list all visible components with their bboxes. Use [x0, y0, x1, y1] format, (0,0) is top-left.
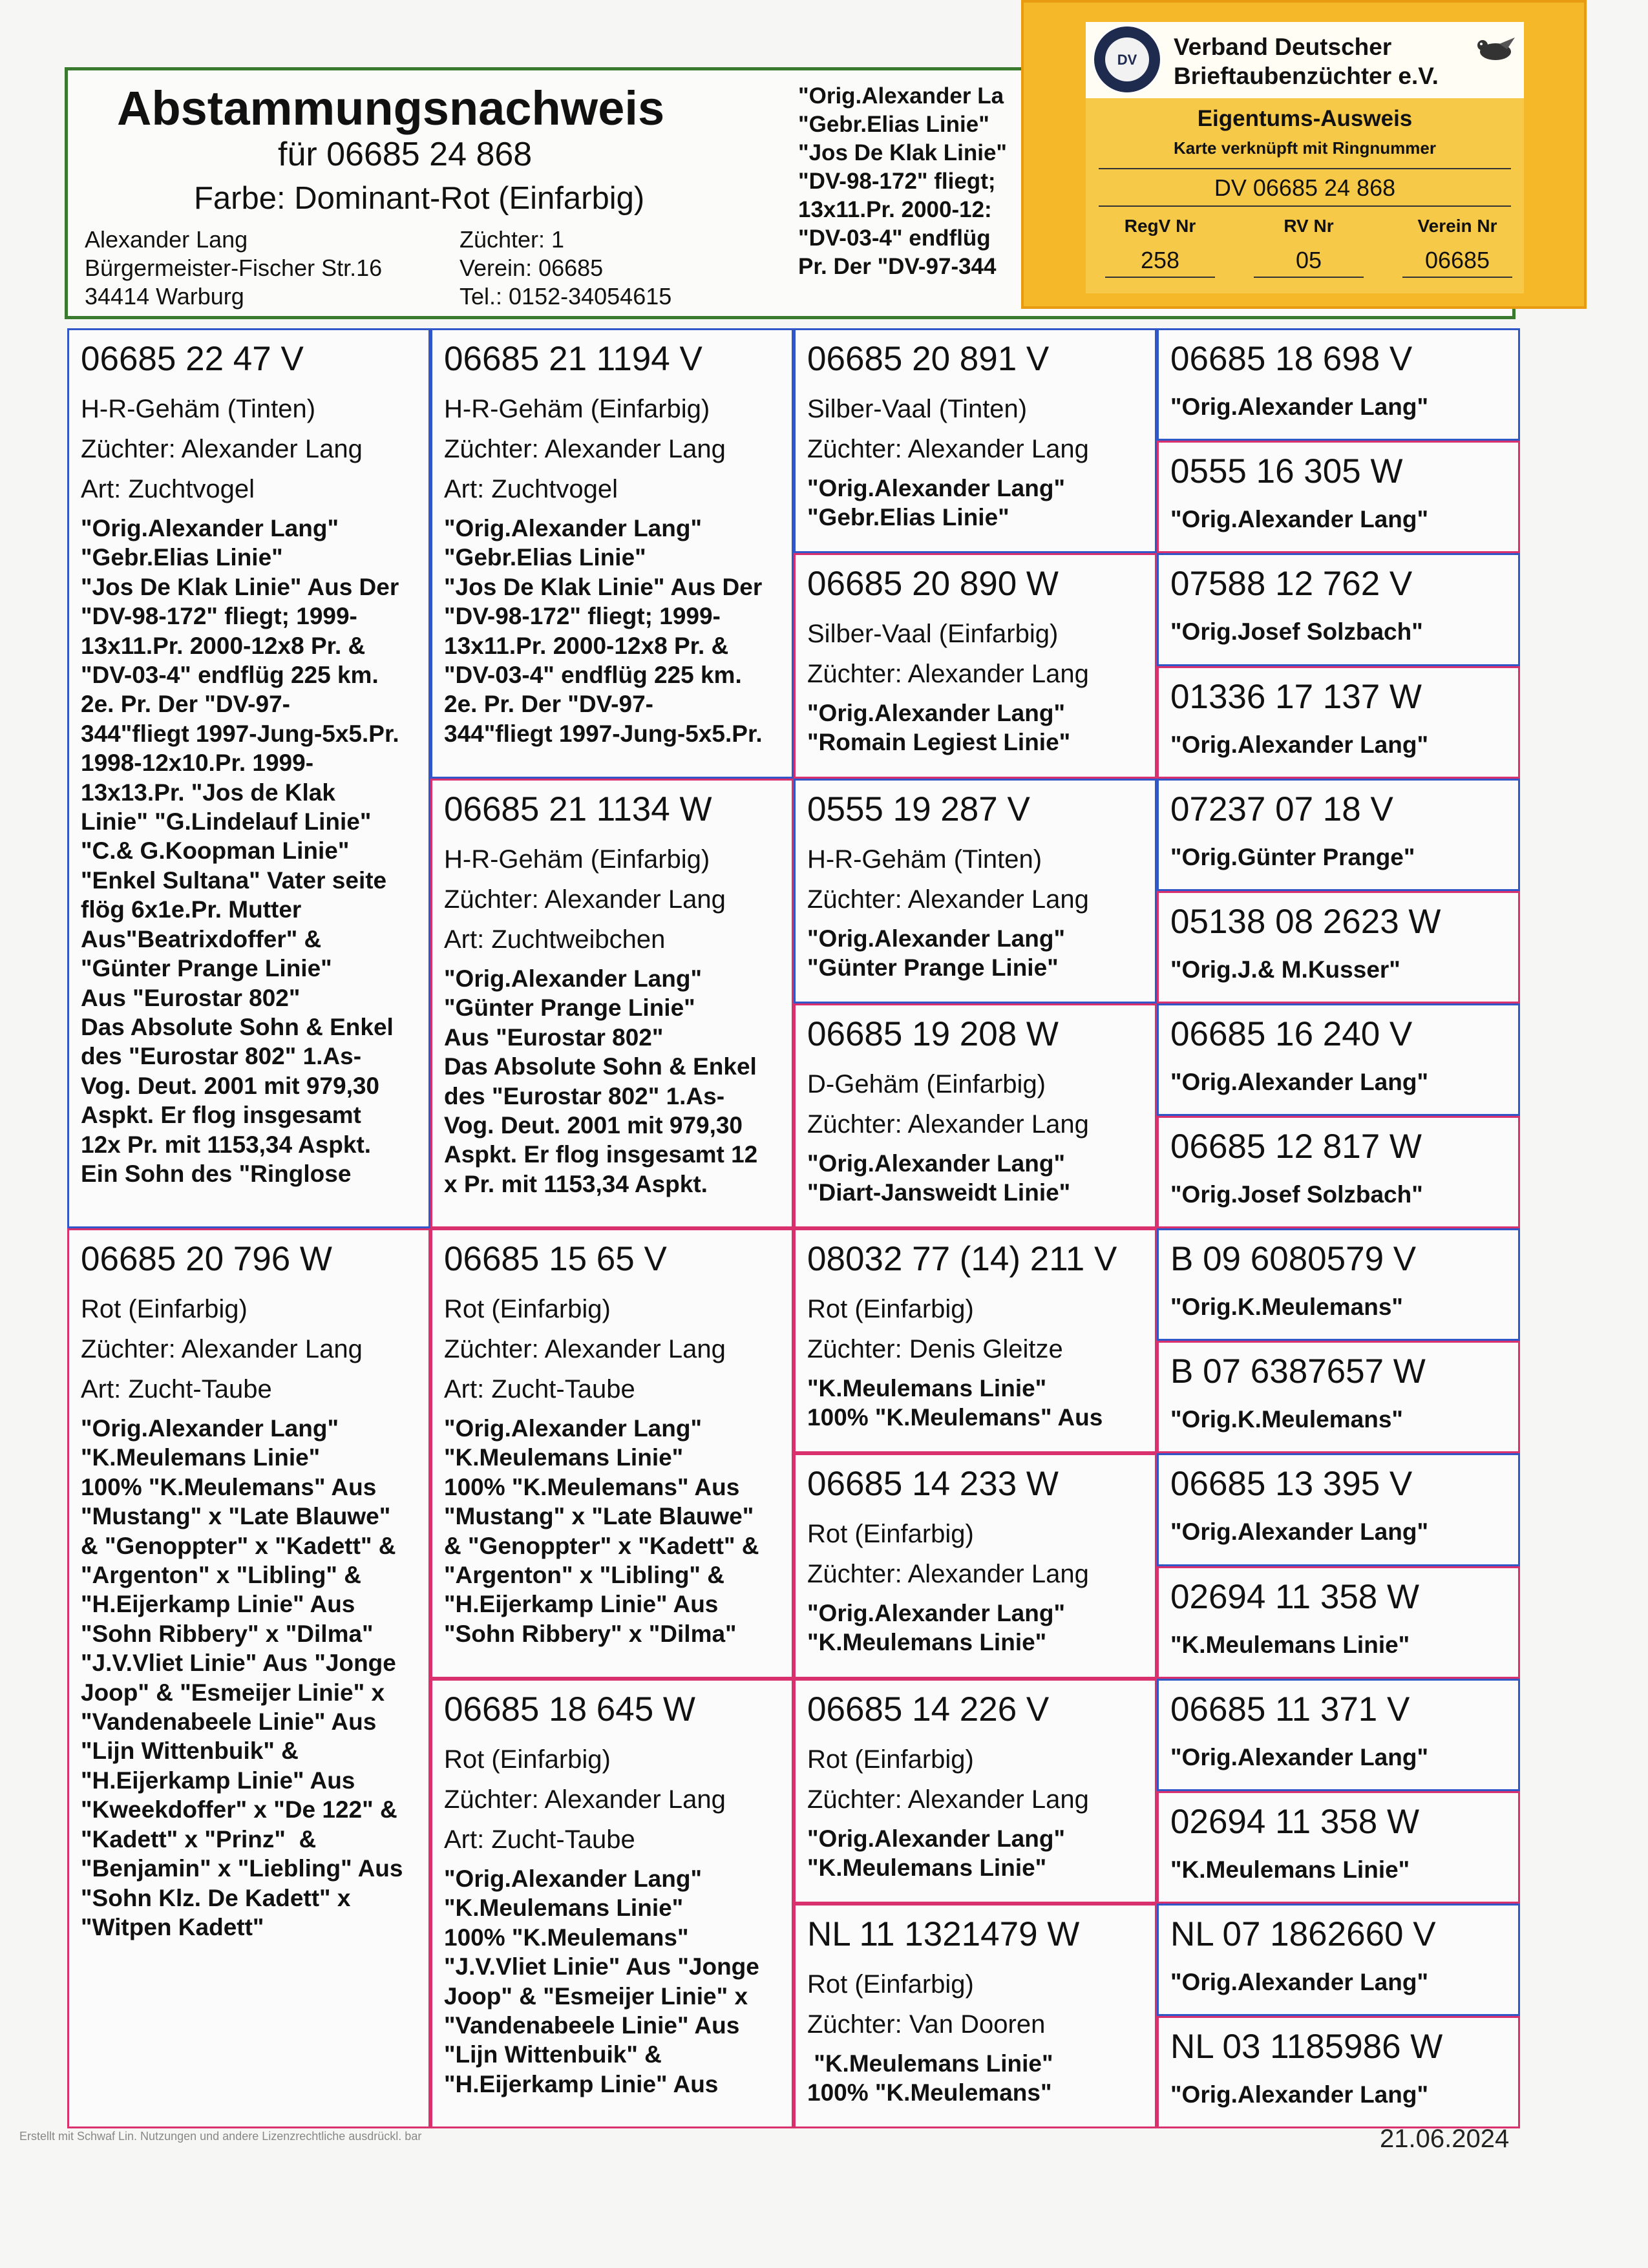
bird-description: "Orig.Josef Solzbach"	[1170, 1181, 1423, 1208]
ring-number: 06685 15 65 V	[444, 1240, 667, 1278]
ring-number: 06685 13 395 V	[1170, 1465, 1413, 1503]
card-ring-number: DV 06685 24 868	[1214, 174, 1396, 201]
bird-description: "Orig.Alexander Lang" "Günter Prange Linie"	[807, 925, 1065, 982]
pedigree-g3-7	[794, 1679, 1157, 1904]
pedigree-g3-8	[794, 1904, 1157, 2128]
bird-description: "Orig.Alexander Lang"	[1170, 1069, 1428, 1095]
bird-color: Rot (Einfarbig)	[807, 1970, 974, 1999]
ring-number: 06685 20 796 W	[81, 1240, 332, 1278]
bird-color: Rot (Einfarbig)	[444, 1295, 611, 1323]
pedigree-grandmother-maternal	[430, 1679, 794, 2128]
bird-breeder: Züchter: Alexander Lang	[444, 1335, 726, 1363]
bird-description: "Orig.Alexander Lang"	[1170, 1969, 1428, 1995]
bird-description: "Orig.Alexander Lang" "K.Meulemans Linie" 100% "K.Meulemans" "J.V.Vliet Linie" Aus "Jonge Joop" & "Esmeijer Linie" x "Vandenabeele Linie" Aus "Lijn Wittenbuik" & "H.Eijerkamp Linie" Aus	[444, 1865, 759, 2097]
ring-number: 07237 07 18 V	[1170, 790, 1393, 828]
pedigree-g4-6	[1157, 891, 1520, 1003]
bird-breeder: Züchter: Alexander Lang	[444, 885, 726, 914]
bird-description: "Orig.Alexander Lang" "K.Meulemans Linie"	[807, 1600, 1065, 1656]
ring-number: 06685 12 817 W	[1170, 1128, 1422, 1166]
bird-breeder: Züchter: Alexander Lang	[807, 660, 1089, 688]
bird-breeder: Züchter: Alexander Lang	[81, 435, 363, 463]
ring-number: 0555 16 305 W	[1170, 452, 1403, 490]
bird-description: "Orig.Alexander Lang"	[1170, 506, 1428, 532]
ownership-title: Eigentums-Ausweis	[1197, 106, 1413, 131]
bird-description: "K.Meulemans Linie"	[1170, 1632, 1410, 1658]
ring-number: 06685 20 890 W	[807, 565, 1059, 603]
pigeon-icon	[1474, 35, 1516, 63]
ring-number: 06685 18 645 W	[444, 1690, 695, 1728]
ring-number: NL 11 1321479 W	[807, 1915, 1080, 1953]
bird-color: Rot (Einfarbig)	[444, 1745, 611, 1774]
ring-number: 05138 08 2623 W	[1170, 903, 1441, 941]
pedigree-father	[67, 328, 430, 1228]
ring-number: 06685 21 1194 V	[444, 340, 703, 378]
verein-value: 06685	[1402, 247, 1512, 278]
regv-label: RegV Nr	[1124, 216, 1196, 236]
pedigree-mother	[67, 1228, 430, 2128]
pedigree-g4-7	[1157, 1003, 1520, 1116]
ring-number: 06685 22 47 V	[81, 340, 304, 378]
breeder-number: Züchter: 1	[460, 226, 565, 253]
breeder-info	[460, 226, 671, 311]
rv-value: 05	[1254, 247, 1364, 278]
ring-number: 08032 77 (14) 211 V	[807, 1240, 1117, 1278]
bird-breeder: Züchter: Van Dooren	[807, 2010, 1046, 2039]
bird-breeder: Züchter: Alexander Lang	[807, 1110, 1089, 1139]
bird-color: H-R-Gehäm (Tinten)	[81, 395, 316, 423]
ring-number: B 07 6387657 W	[1170, 1352, 1426, 1391]
owner-street: Bürgermeister-Fischer Str.16	[85, 255, 383, 281]
pedigree-g3-5	[794, 1228, 1157, 1453]
bird-breeder: Züchter: Alexander Lang	[807, 435, 1089, 463]
pedigree-g3-2	[794, 553, 1157, 779]
bird-description: "Orig.Alexander Lang"	[1170, 2081, 1428, 2108]
bird-description: "Orig.Alexander Lang" "Gebr.Elias Linie" "Jos De Klak Linie" Aus Der "DV-98-172" fliegt; 1999- 13x11.Pr. 2000-12x8 Pr. & "DV-03-4" endflüg 225 km. 2e. Pr. Der "DV-97- 344"fliegt 1997-Jung-5x5.Pr. 1998-12x10.Pr. 1999- 13x13.Pr. "Jos de Klak Linie" "G.Lindelauf Linie" "C.& G.Koopman Linie" "Enkel Sultana" Vater seite flög 6x1e.Pr. Mutter Aus"Beatrixdoffer" & "Günter Prange Linie" Aus "Eurostar 802" Das Absolute Sohn & Enkel des "Eurostar 802" 1.As- Vog. Deut. 2001 mit 979,30 Aspkt. Er flog insgesamt 12x Pr. mit 1153,34 Aspkt. Ein Sohn des "Ringlose	[81, 515, 399, 1187]
ring-number: 06685 20 891 V	[807, 340, 1050, 378]
bird-breeder: Züchter: Alexander Lang	[444, 1785, 726, 1814]
ring-number: 07588 12 762 V	[1170, 565, 1413, 603]
verein-label: Verein Nr	[1417, 216, 1497, 236]
pedigree-g4-10	[1157, 1341, 1520, 1453]
pedigree-g4-14	[1157, 1791, 1520, 1904]
bird-description: "Orig.Alexander Lang" "Gebr.Elias Linie" "Jos De Klak Linie" Aus Der "DV-98-172" fliegt; 1999- 13x11.Pr. 2000-12x8 Pr. & "DV-03-4" endflüg 225 km. 2e. Pr. Der "DV-97- 344"fliegt 1997-Jung-5x5.Pr.	[444, 515, 763, 747]
pedigree-g4-11	[1157, 1453, 1520, 1566]
ownership-subtitle: Karte verknüpft mit Ringnummer	[1174, 138, 1436, 158]
regv-value: 258	[1105, 247, 1215, 278]
bird-description: "Orig.Alexander Lang" "K.Meulemans Linie"	[807, 1825, 1065, 1882]
bird-breeder: Züchter: Denis Gleitze	[807, 1335, 1063, 1363]
bird-color: H-R-Gehäm (Tinten)	[807, 845, 1042, 874]
ring-number: 06685 18 698 V	[1170, 340, 1413, 378]
page-title: Abstammungsnachweis	[117, 81, 665, 135]
ring-number: 01336 17 137 W	[1170, 678, 1422, 716]
club-name: Verband Deutscher Brieftaubenzüchter e.V.	[1174, 34, 1439, 89]
pedigree-g4-13	[1157, 1679, 1520, 1791]
pedigree-g4-3	[1157, 553, 1520, 666]
bird-description: "Orig.Alexander Lang" "Romain Legiest Linie"	[807, 700, 1071, 756]
bird-description: "Orig.J.& M.Kusser"	[1170, 956, 1400, 983]
bird-description: "Orig.Alexander Lang" "K.Meulemans Linie" 100% "K.Meulemans" Aus "Mustang" x "Late Blauwe" & "Genoppter" x "Kadett" & "Argenton" x "Libling" & "H.Eijerkamp Linie" Aus "Sohn Ribbery" x "Dilma"	[444, 1415, 759, 1647]
pedigree-g3-4	[794, 1003, 1157, 1228]
bird-color: H-R-Gehäm (Einfarbig)	[444, 845, 710, 874]
bird-description: "Orig.K.Meulemans"	[1170, 1294, 1403, 1320]
bird-type: Art: Zuchtweibchen	[444, 925, 666, 954]
bird-type: Art: Zuchtvogel	[444, 475, 618, 503]
bird-description: "K.Meulemans Linie"	[1170, 1856, 1410, 1883]
pedigree-g3-1	[794, 328, 1157, 553]
bird-description: "Orig.Alexander Lang"	[1170, 1744, 1428, 1770]
ring-number: 06685 14 233 W	[807, 1465, 1059, 1503]
bird-description: "Orig.Alexander Lang" "Günter Prange Linie" Aus "Eurostar 802" Das Absolute Sohn & Enkel des "Eurostar 802" 1.As- Vog. Deut. 2001 mit 979,30 Aspkt. Er flog insgesamt 12 x Pr. mit 1153,34 Aspkt.	[444, 965, 758, 1197]
bird-color: Rot (Einfarbig)	[81, 1295, 248, 1323]
bird-color: Rot (Einfarbig)	[807, 1520, 974, 1548]
bird-description: "Orig.Alexander Lang"	[1170, 1518, 1428, 1545]
header-lineage-note: "Orig.Alexander La "Gebr.Elias Linie" "Jos De Klak Linie" "DV-98-172" fliegt; 13x11.Pr. 2000-12: "DV-03-4" endflüg Pr. Der "DV-97-344	[798, 83, 1008, 279]
owner-name: Alexander Lang	[85, 226, 248, 253]
pedigree-g4-15	[1157, 1904, 1520, 2016]
footer-note: Erstellt mit Schwaf Lin. Nutzungen und andere Lizenzrechtliche ausdrückl. bar	[19, 2130, 422, 2143]
bird-description: "Orig.Alexander Lang" "K.Meulemans Linie" 100% "K.Meulemans" Aus "Mustang" x "Late Blauwe" & "Genoppter" x "Kadett" & "Argenton" x "Libling" & "H.Eijerkamp Linie" Aus "Sohn Ribbery" x "Dilma" "J.V.Vliet Linie" Aus "Jonge Joop" & "Esmeijer Linie" x "Vandenabeele Linie" Aus "Lijn Wittenbuik" & "H.Eijerkamp Linie" Aus "Kweekdoffer" x "De 122" & "Kadett" x "Prinz" & "Benjamin" x "Liebling" Aus "Sohn Klz. De Kadett" x "Witpen Kadett"	[81, 1415, 403, 1940]
owner-address	[85, 226, 382, 311]
phone-number: Tel.: 0152-34054615	[460, 283, 672, 310]
bird-type: Art: Zucht-Taube	[444, 1825, 635, 1854]
ownership-card-inner	[1086, 22, 1524, 293]
pedigree-g3-3	[794, 779, 1157, 1003]
bird-description: "Orig.Alexander Lang"	[1170, 731, 1428, 758]
ring-number: NL 07 1862660 V	[1170, 1915, 1436, 1953]
bird-breeder: Züchter: Alexander Lang	[807, 885, 1089, 914]
bird-breeder: Züchter: Alexander Lang	[81, 1335, 363, 1363]
ring-number: 0555 19 287 V	[807, 790, 1030, 828]
ownership-card	[1021, 0, 1587, 309]
pedigree-g4-2	[1157, 441, 1520, 553]
bird-type: Art: Zucht-Taube	[81, 1375, 272, 1403]
ring-number: 02694 11 358 W	[1170, 1803, 1420, 1841]
bird-description: "Orig.K.Meulemans"	[1170, 1406, 1403, 1433]
ring-number: B 09 6080579 V	[1170, 1240, 1417, 1278]
pedigree-g4-12	[1157, 1566, 1520, 1679]
pedigree-grandfather-paternal	[430, 328, 794, 779]
pedigree-grandfather-maternal	[430, 1228, 794, 1679]
bird-type: Art: Zuchtvogel	[81, 475, 255, 503]
subject-color: Farbe: Dominant-Rot (Einfarbig)	[194, 181, 645, 216]
bird-color: D-Gehäm (Einfarbig)	[807, 1070, 1046, 1098]
owner-city: 34414 Warburg	[85, 283, 244, 310]
bird-color: Silber-Vaal (Einfarbig)	[807, 620, 1059, 648]
bird-type: Art: Zucht-Taube	[444, 1375, 635, 1403]
ring-number: 06685 11 371 V	[1170, 1690, 1410, 1728]
bird-breeder: Züchter: Alexander Lang	[807, 1785, 1089, 1814]
club-number: Verein: 06685	[460, 255, 604, 281]
ring-number: 06685 14 226 V	[807, 1690, 1050, 1728]
pedigree-g4-1	[1157, 328, 1520, 441]
ring-number: NL 03 1185986 W	[1170, 2028, 1443, 2066]
club-banner	[1086, 22, 1524, 98]
subject-ring: für 06685 24 868	[278, 136, 533, 173]
bird-description: "Orig.Alexander Lang" "Gebr.Elias Linie"	[807, 475, 1065, 531]
bird-color: Rot (Einfarbig)	[807, 1745, 974, 1774]
bird-description: "Orig.Günter Prange"	[1170, 844, 1415, 870]
ring-number: 06685 19 208 W	[807, 1015, 1059, 1053]
pedigree-grandmother-paternal	[430, 779, 794, 1228]
club-logo-icon	[1092, 25, 1162, 94]
ring-number: 02694 11 358 W	[1170, 1578, 1420, 1616]
bird-description: "Orig.Alexander Lang"	[1170, 394, 1428, 420]
club-logo-text: DV	[1117, 52, 1137, 68]
bird-color: Silber-Vaal (Tinten)	[807, 395, 1028, 423]
rv-label: RV Nr	[1284, 216, 1334, 236]
bird-breeder: Züchter: Alexander Lang	[444, 435, 726, 463]
ring-number: 06685 16 240 V	[1170, 1015, 1413, 1053]
bird-description: "Orig.Josef Solzbach"	[1170, 618, 1423, 645]
pedigree-g4-9	[1157, 1228, 1520, 1341]
bird-description: "K.Meulemans Linie" 100% "K.Meulemans" Aus	[807, 1375, 1103, 1431]
pedigree-g4-5	[1157, 779, 1520, 891]
footer-date: 21.06.2024	[1380, 2125, 1510, 2153]
bird-description: "K.Meulemans Linie" 100% "K.Meulemans"	[807, 2050, 1053, 2106]
bird-color: Rot (Einfarbig)	[807, 1295, 974, 1323]
bird-breeder: Züchter: Alexander Lang	[807, 1560, 1089, 1588]
bird-color: H-R-Gehäm (Einfarbig)	[444, 395, 710, 423]
pedigree-g4-4	[1157, 666, 1520, 779]
ring-number: 06685 21 1134 W	[444, 790, 712, 828]
pedigree-g3-6	[794, 1453, 1157, 1679]
pedigree-g4-16	[1157, 2016, 1520, 2128]
bird-description: "Orig.Alexander Lang" "Diart-Jansweidt Linie"	[807, 1150, 1071, 1206]
pedigree-g4-8	[1157, 1116, 1520, 1228]
